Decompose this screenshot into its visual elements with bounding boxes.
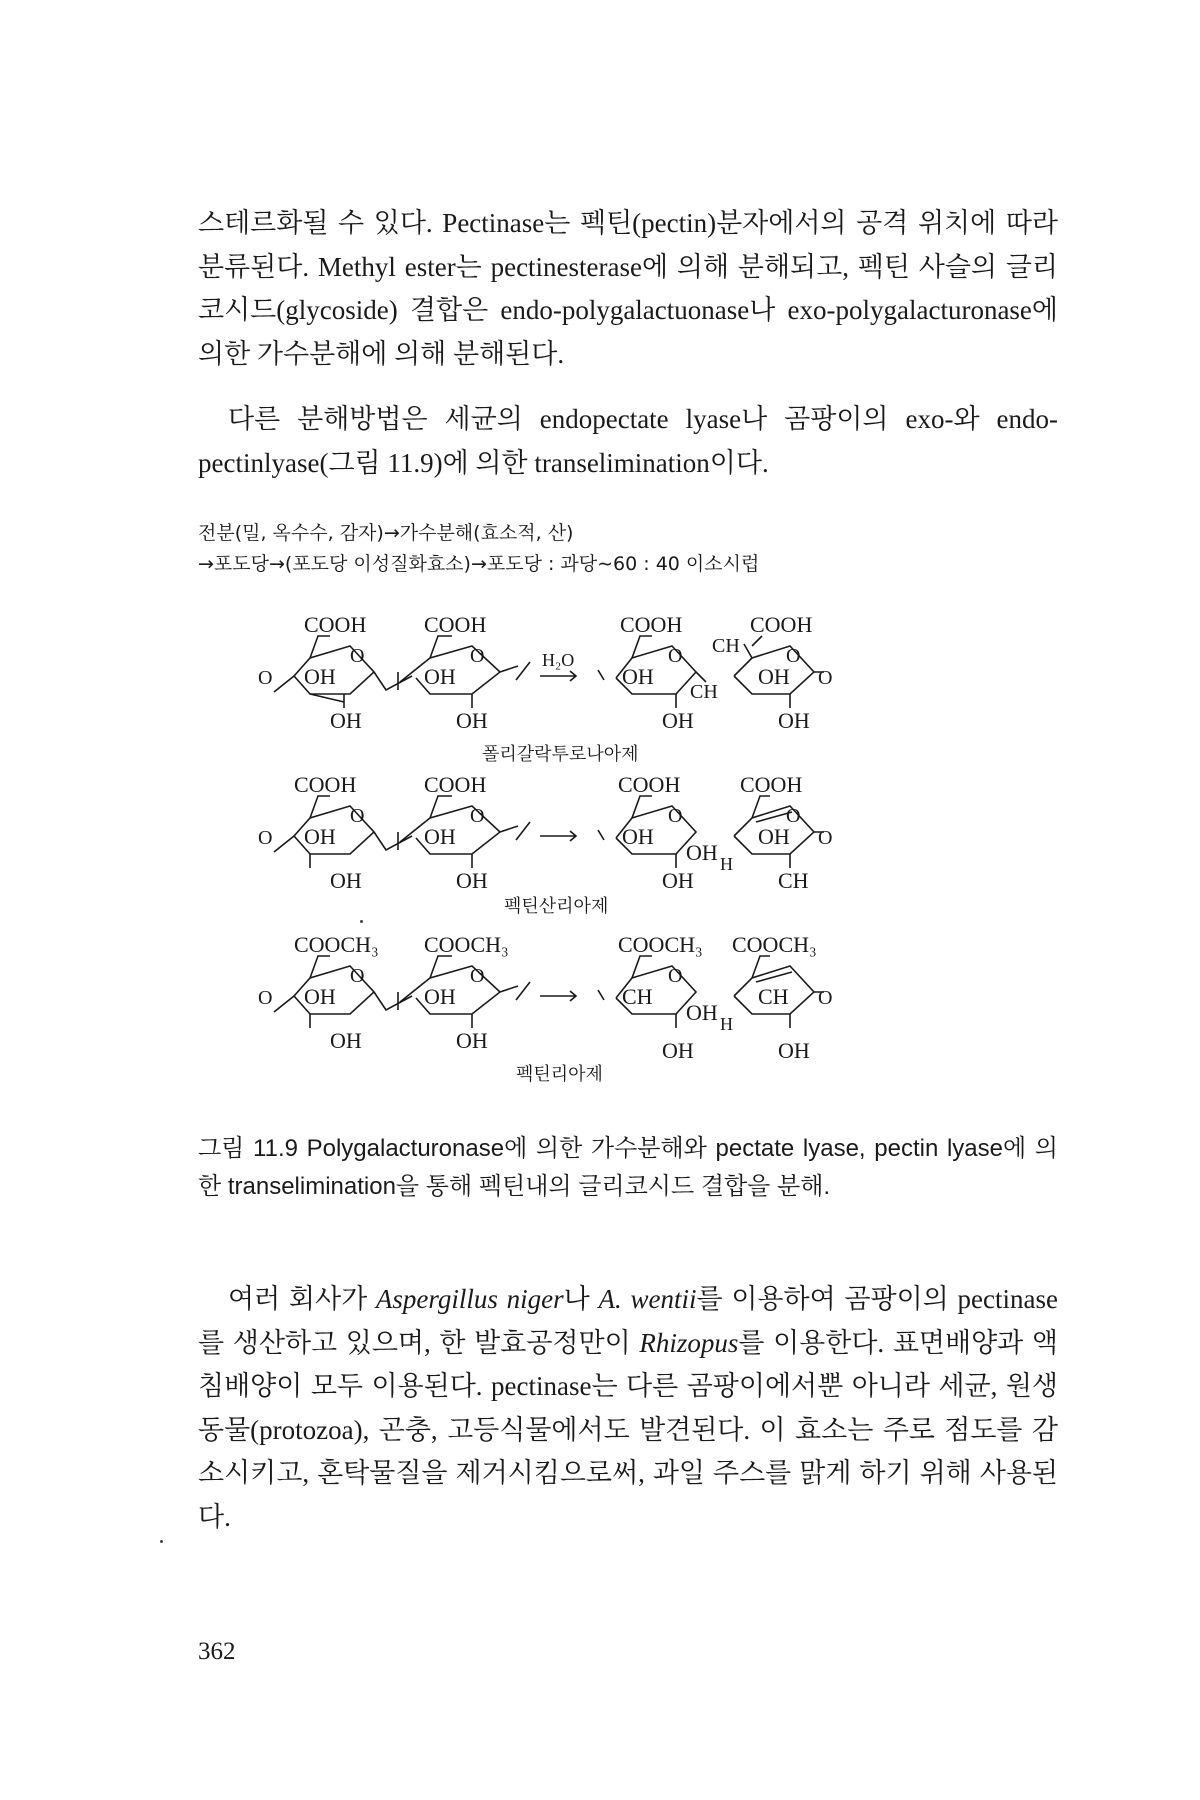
row3-bottom-oh-1: OH <box>330 1028 362 1053</box>
row3-ring-ch-4: CH <box>758 984 789 1009</box>
scan-speck <box>160 1540 163 1543</box>
species-aspergillus-niger: Aspergillus niger <box>375 1284 564 1314</box>
row2-group-1: COOH <box>294 772 357 797</box>
row2-enzyme-label: 펙틴산리아제 <box>504 896 609 917</box>
figure-caption: 그림 11.9 Polygalacturonase에 의한 가수분해와 pectate lyase, pectin lyase에 의한 transelimination을 통해 펙틴내의 글리코시드 결합을 분해. <box>198 1135 1058 1200</box>
inset-line-isosyrup: →포도당→(포도당 이성질화효소)→포도당 : 과당∼60 : 40 이소시럽 <box>198 553 760 575</box>
species-a-wentii: A. wentii <box>598 1284 697 1314</box>
row1-ring-oh-3: OH <box>622 664 654 689</box>
row2-ring-oh-3: OH <box>622 824 654 849</box>
row1-bottom-oh-2: OH <box>456 708 488 733</box>
row3-enzyme-label: 펙틴리아제 <box>516 1064 603 1085</box>
row1-link-o-left: O <box>258 667 273 689</box>
row3-group-4: COOCH₃ <box>732 932 817 957</box>
row3-link-o-left: O <box>258 987 273 1009</box>
page-number: 362 <box>198 1638 236 1665</box>
row1-ring-o-2: O <box>470 645 485 667</box>
row2-bottom-ch: CH <box>778 868 809 893</box>
row2-ring-oh-4: OH <box>758 824 790 849</box>
row3-bottom-oh-4: OH <box>778 1038 810 1063</box>
paragraph-pectinase-classification: 스테르화될 수 있다. Pectinase는 펙틴(pectin)분자에서의 공격 위치에 따라 분류된다. Methyl ester는 pectinesterase에 의해 분해되고, 펙틴 사슬의 글리코시드(glycoside) 결합은 endo-polygalactuonase나 exo-polygalacturonase에 의한 가수분해에 의해 분해된다. <box>198 208 1058 369</box>
row2-link-o-left: O <box>258 827 273 849</box>
row2-ring-o-4: O <box>786 805 801 827</box>
row1-ring-oh-4: OH <box>758 664 790 689</box>
row2-ring-o-2: O <box>470 805 485 827</box>
row1-group-1: COOH <box>304 612 367 637</box>
p3-intro: 여러 회사가 <box>228 1284 376 1314</box>
row2-link-o-right: O <box>818 827 833 849</box>
paragraph-pectinase-production <box>198 1278 1058 1540</box>
row1-ring-o-4: O <box>786 645 801 667</box>
scan-speck <box>360 920 363 923</box>
row1-ch-2: CH <box>712 635 740 657</box>
pectin-cleavage-diagram <box>258 600 978 1100</box>
row3-ring-oh-1: OH <box>304 984 336 1009</box>
row2-group-2: COOH <box>424 772 487 797</box>
paragraph-transelimination: 다른 분해방법은 세균의 endopectate lyase나 곰팡이의 exo-와 endo-pectinlyase(그림 11.9)에 의한 transelimination이다. <box>198 404 1058 478</box>
row2-bottom-oh-2: OH <box>456 868 488 893</box>
row1-bottom-oh-1: OH <box>330 708 362 733</box>
row3-ring-o-2: O <box>470 965 485 987</box>
row1-link-o-right: O <box>818 667 833 689</box>
row3-bottom-oh-2: OH <box>456 1028 488 1053</box>
row3-ring-oh-2: OH <box>424 984 456 1009</box>
row3-oh-h: OH <box>686 1000 718 1025</box>
row1-enzyme-label: 폴리갈락투로나아제 <box>482 744 639 765</box>
row2-h: H <box>720 854 733 874</box>
row2-oh-h: OH <box>686 840 718 865</box>
row1-group-3: COOH <box>620 612 683 637</box>
row3-ring-o-3: O <box>668 965 683 987</box>
row2-group-3: COOH <box>618 772 681 797</box>
row3-group-3: COOCH₃ <box>618 932 703 957</box>
row1-ring-o-1: O <box>350 645 365 667</box>
row3-link-o-right: O <box>818 987 833 1009</box>
row3-group-2: COOCH₃ <box>424 932 509 957</box>
row2-ring-o-1: O <box>350 805 365 827</box>
row2-ring-o-3: O <box>668 805 683 827</box>
row1-bottom-oh-4: OH <box>778 708 810 733</box>
row1-bottom-oh-3: OH <box>662 708 694 733</box>
row1-reagent-h2o: H₂O <box>542 650 575 670</box>
row3-ring-o-1: O <box>350 965 365 987</box>
genus-rhizopus: Rhizopus <box>639 1327 739 1358</box>
row1-ring-o-3: O <box>668 645 683 667</box>
row2-bottom-oh-3: OH <box>662 868 694 893</box>
row1-group-4: COOH <box>750 612 813 637</box>
row3-bottom-oh-3: OH <box>662 1038 694 1063</box>
row3-group-1: COOCH₃ <box>294 932 379 957</box>
row1-ring-oh-2: OH <box>424 664 456 689</box>
p3-connector-2: 를 이용하여 곰팡이의 pectinase를 생산하고 있으며, 한 발효공정만이 <box>198 1284 1058 1358</box>
row2-ring-oh-1: OH <box>304 824 336 849</box>
p3-connector-1: 나 <box>563 1284 599 1314</box>
p3-rest: 를 이용한다. 표면배양과 액침배양이 모두 이용된다. pectinase는 다른 곰팡이에서뿐 아니라 세균, 원생동물(protozoa), 곤충, 고등식물에서도 발견된다. 이 효소는 주로 점도를 감소시키고, 혼탁물질을 제거시킴으로써, 과일 주스를 맑게 하기 위해 사용된다. <box>198 1327 1058 1532</box>
row3-h: H <box>720 1014 733 1034</box>
row2-bottom-oh-1: OH <box>330 868 362 893</box>
row1-ch-1: CH <box>690 681 718 703</box>
row3-ring-ch-3: CH <box>622 984 653 1009</box>
row2-group-4: COOH <box>740 772 803 797</box>
inset-line-starch-hydrolysis: 전분(밀, 옥수수, 감자)→가수분해(효소적, 산) <box>198 522 574 544</box>
row1-group-2: COOH <box>424 612 487 637</box>
row2-ring-oh-2: OH <box>424 824 456 849</box>
row1-ring-oh-1: OH <box>304 664 336 689</box>
